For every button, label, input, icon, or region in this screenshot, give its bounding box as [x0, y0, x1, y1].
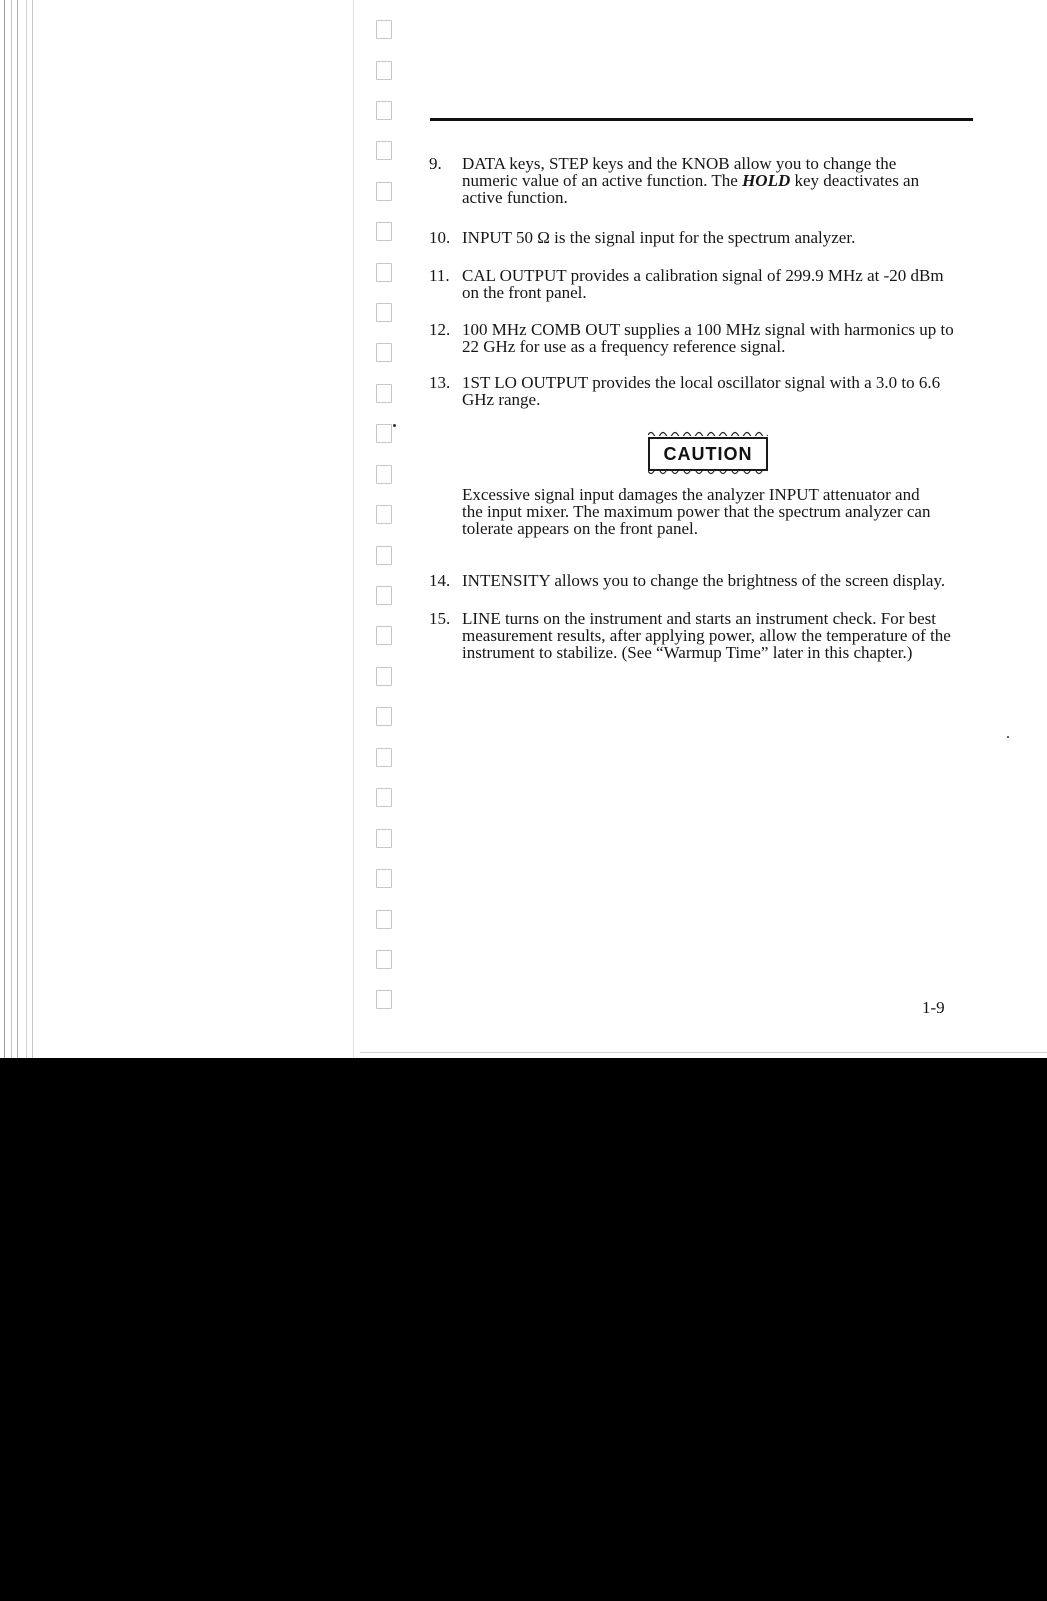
page-number: 1-9	[922, 998, 945, 1017]
item-number: 15.	[429, 609, 451, 628]
caution-line: the input mixer. The maximum power that the spectrum analyzer can	[462, 502, 931, 521]
binder-hole	[376, 667, 392, 686]
binder-hole	[376, 586, 392, 605]
binder-hole	[376, 788, 392, 807]
binder-hole	[376, 263, 392, 282]
item-line: 100 MHz COMB OUT supplies a 100 MHz signal with harmonics up to	[462, 320, 954, 339]
binder-hole	[376, 505, 392, 524]
caution-border-wave	[648, 470, 768, 476]
item-line: INTENSITY allows you to change the brightness of the screen display.	[462, 571, 946, 590]
item-text	[462, 155, 989, 206]
binding-edge	[11, 0, 12, 1058]
header-rule	[430, 118, 973, 121]
item-line: 22 GHz for use as a frequency reference signal.	[462, 337, 786, 356]
binder-hole	[376, 222, 392, 241]
item-text	[462, 229, 989, 246]
binder-hole	[376, 950, 392, 969]
binding-edge	[17, 0, 18, 1058]
caution-border-wave	[648, 430, 768, 436]
item-line: 1ST LO OUTPUT provides the local oscillator signal with a 3.0 to 6.6	[462, 373, 941, 392]
item-number: 11.	[429, 266, 450, 285]
item-text	[462, 267, 989, 301]
item-number: 9.	[429, 154, 442, 173]
list-item	[429, 267, 989, 301]
binder-hole	[376, 910, 392, 929]
caution-line: tolerate appears on the front panel.	[462, 519, 699, 538]
item-line: DATA keys, STEP keys and the KNOB allow you to change the	[462, 154, 897, 173]
caution-badge	[648, 437, 768, 471]
scan-speck	[1007, 736, 1009, 738]
hold-key-label: HOLD	[742, 171, 791, 190]
item-text	[462, 572, 989, 589]
item-line: LINE turns on the instrument and starts an instrument check. For best	[462, 609, 937, 628]
caution-line: Excessive signal input damages the analyzer INPUT attenuator and	[462, 485, 920, 504]
item-text	[462, 374, 989, 408]
item-line	[462, 172, 989, 189]
list-item	[429, 610, 989, 661]
item-number: 14.	[429, 571, 451, 590]
list-item	[429, 374, 989, 408]
binder-hole	[376, 303, 392, 322]
caution-text	[462, 486, 982, 537]
item-number: 13.	[429, 373, 451, 392]
list-item	[429, 229, 989, 246]
page-bottom-edge	[360, 1052, 1047, 1053]
binding-edge	[26, 0, 27, 1058]
list-item	[429, 155, 989, 206]
item-line: active function.	[462, 188, 568, 207]
binder-hole	[376, 424, 392, 443]
binder-hole	[376, 20, 392, 39]
item-line: instrument to stabilize. (See “Warmup Time” later in this chapter.)	[462, 643, 913, 662]
item-number: 10.	[429, 228, 451, 247]
item-line-segment: key deactivates an	[790, 171, 920, 190]
binder-hole	[376, 829, 392, 848]
list-item	[429, 321, 989, 355]
item-line: INPUT 50 Ω is the signal input for the spectrum analyzer.	[462, 228, 856, 247]
binder-hole	[376, 626, 392, 645]
binder-hole	[376, 990, 392, 1009]
binder-hole	[376, 101, 392, 120]
binder-hole	[376, 343, 392, 362]
item-number: 12.	[429, 320, 451, 339]
binder-hole	[376, 141, 392, 160]
item-line-segment: numeric value of an active function. The	[462, 171, 743, 190]
list-item	[429, 572, 989, 589]
binder-hole	[376, 465, 392, 484]
binding-edge	[32, 0, 33, 1058]
binder-hole	[376, 384, 392, 403]
binder-hole	[376, 869, 392, 888]
binder-hole	[376, 546, 392, 565]
caution-label: CAUTION	[663, 443, 753, 464]
item-line: CAL OUTPUT provides a calibration signal of 299.9 MHz at -20 dBm	[462, 266, 944, 285]
binding-edge	[353, 0, 354, 1058]
item-line: GHz range.	[462, 390, 541, 409]
item-line: on the front panel.	[462, 283, 587, 302]
binding-edge	[4, 0, 5, 1058]
item-line: measurement results, after applying power, allow the temperature of the	[462, 626, 951, 645]
binder-hole	[376, 748, 392, 767]
item-text	[462, 321, 989, 355]
scan-speck	[393, 424, 396, 427]
item-text	[462, 610, 989, 661]
binder-hole	[376, 707, 392, 726]
binder-hole	[376, 182, 392, 201]
binder-hole	[376, 61, 392, 80]
